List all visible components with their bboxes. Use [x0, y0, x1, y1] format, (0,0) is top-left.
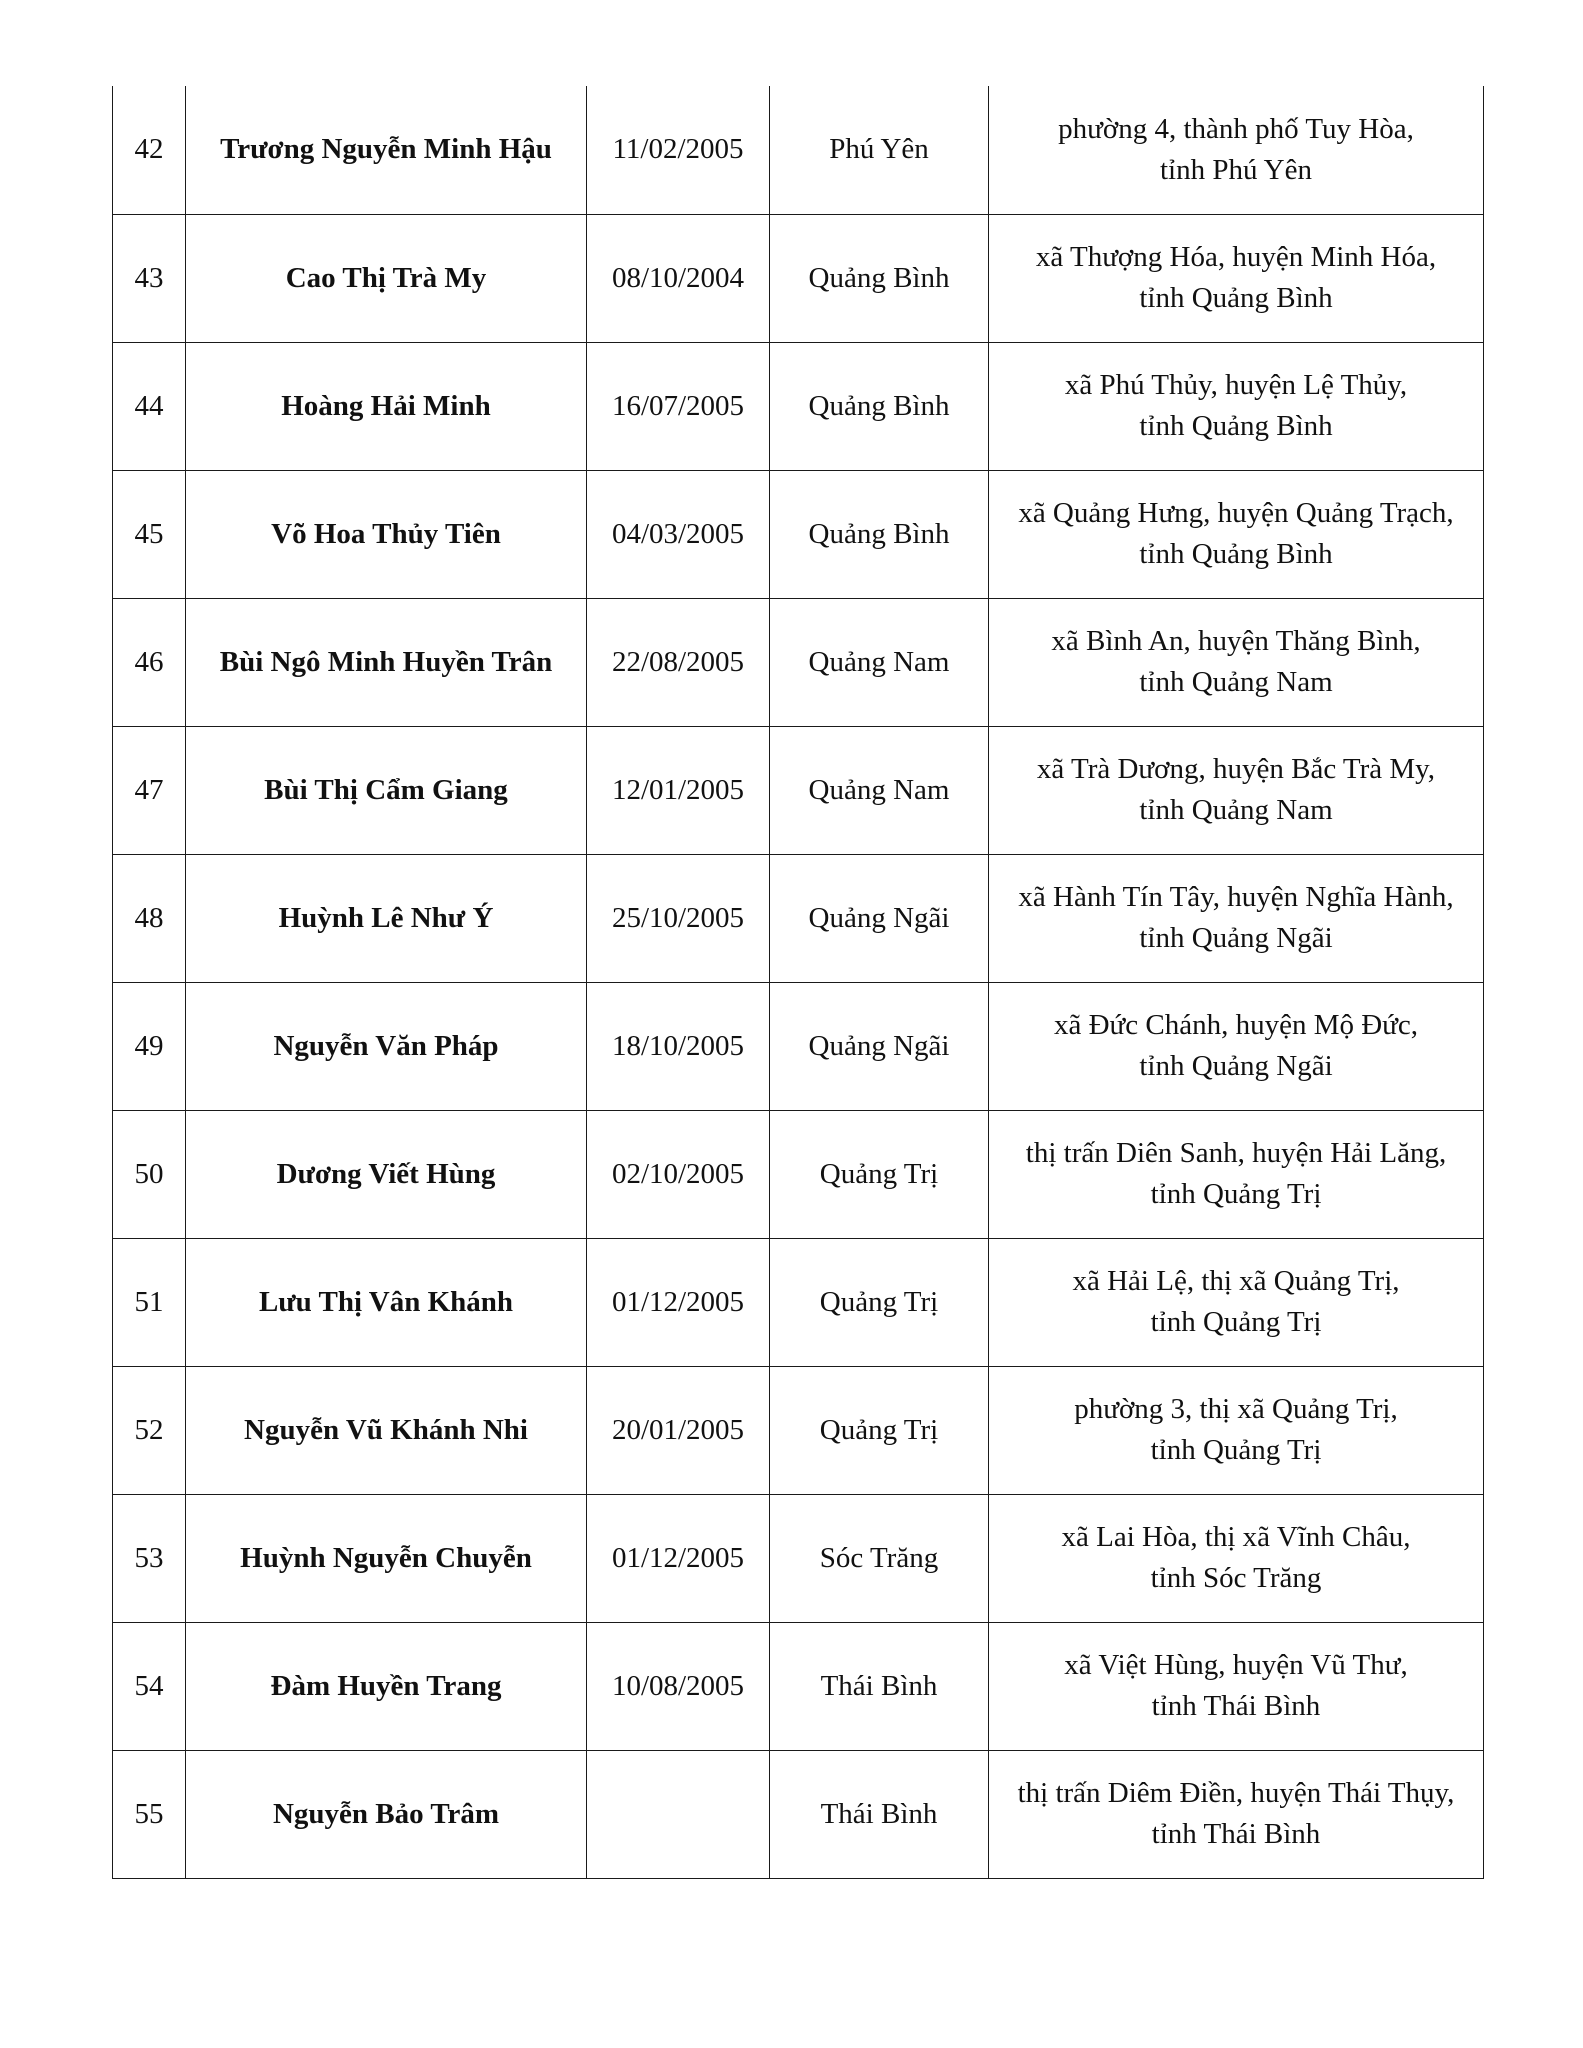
dob-cell: 18/10/2005: [587, 982, 770, 1110]
name-cell: Lưu Thị Vân Khánh: [186, 1238, 587, 1366]
table-row: [113, 1750, 1484, 1878]
stt-cell: 46: [113, 598, 186, 726]
address-line-1: phường 4, thành phố Tuy Hòa,: [1058, 112, 1414, 145]
address-line-1: xã Thượng Hóa, huyện Minh Hóa,: [1035, 241, 1437, 273]
table-row: [113, 470, 1484, 598]
table-row: [113, 86, 1484, 214]
address-line-1: xã Lai Hòa, thị xã Vĩnh Châu,: [1061, 1521, 1411, 1553]
address-line-2: tỉnh Quảng Bình: [1139, 410, 1333, 442]
dob-cell: 10/08/2005: [587, 1622, 770, 1750]
table-row: [113, 1494, 1484, 1622]
address-line-1: xã Hành Tín Tây, huyện Nghĩa Hành,: [1018, 881, 1454, 913]
address-cell: [989, 1622, 1484, 1750]
dob-cell: 08/10/2004: [587, 214, 770, 342]
name-cell: Trương Nguyễn Minh Hậu: [186, 86, 587, 214]
dob-cell: 04/03/2005: [587, 470, 770, 598]
province-cell: Quảng Ngãi: [770, 854, 989, 982]
address-line-1: phường 3, thị xã Quảng Trị,: [1074, 1393, 1398, 1425]
table-row: [113, 1366, 1484, 1494]
stt-cell: 42: [113, 86, 186, 214]
address-line-1: xã Hải Lệ, thị xã Quảng Trị,: [1072, 1265, 1400, 1297]
province-cell: Quảng Trị: [770, 1110, 989, 1238]
address-cell: [989, 598, 1484, 726]
province-cell: Sóc Trăng: [770, 1494, 989, 1622]
name-cell: Võ Hoa Thủy Tiên: [186, 470, 587, 598]
address-cell: [989, 982, 1484, 1110]
stt-cell: 43: [113, 214, 186, 342]
address-cell: [989, 854, 1484, 982]
address-line-2: tỉnh Quảng Trị: [1150, 1434, 1322, 1466]
address-line-2: tỉnh Quảng Ngãi: [1139, 1050, 1333, 1082]
province-cell: Quảng Nam: [770, 726, 989, 854]
dob-cell: 16/07/2005: [587, 342, 770, 470]
dob-cell: 01/12/2005: [587, 1238, 770, 1366]
address-line-2: tỉnh Quảng Trị: [1150, 1178, 1322, 1210]
dob-cell: 12/01/2005: [587, 726, 770, 854]
stt-cell: 45: [113, 470, 186, 598]
province-cell: Quảng Ngãi: [770, 982, 989, 1110]
dob-cell: 11/02/2005: [587, 86, 770, 214]
province-cell: Thái Bình: [770, 1622, 989, 1750]
table-row: [113, 1622, 1484, 1750]
table-row: [113, 854, 1484, 982]
province-cell: Quảng Bình: [770, 470, 989, 598]
dob-cell: 01/12/2005: [587, 1494, 770, 1622]
stt-cell: 55: [113, 1750, 186, 1878]
address-line-2: tỉnh Quảng Nam: [1139, 794, 1333, 826]
dob-cell: 25/10/2005: [587, 854, 770, 982]
address-line-2: tỉnh Quảng Bình: [1139, 538, 1333, 570]
address-line-1: xã Trà Dương, huyện Bắc Trà My,: [1036, 753, 1436, 785]
province-cell: Quảng Bình: [770, 214, 989, 342]
dob-cell: 22/08/2005: [587, 598, 770, 726]
dob-cell: [587, 1750, 770, 1878]
address-cell: [989, 470, 1484, 598]
stt-cell: 53: [113, 1494, 186, 1622]
stt-cell: 49: [113, 982, 186, 1110]
name-cell: Đàm Huyền Trang: [186, 1622, 587, 1750]
address-cell: [989, 1366, 1484, 1494]
address-line-1: thị trấn Diên Sanh, huyện Hải Lăng,: [1025, 1137, 1447, 1169]
table-row: [113, 214, 1484, 342]
province-cell: Quảng Trị: [770, 1366, 989, 1494]
province-cell: Quảng Bình: [770, 342, 989, 470]
address-cell: [989, 1110, 1484, 1238]
address-line-2: tỉnh Quảng Nam: [1139, 666, 1333, 698]
address-cell: [989, 214, 1484, 342]
address-line-1: xã Quảng Hưng, huyện Quảng Trạch,: [1018, 497, 1454, 529]
name-cell: Nguyễn Bảo Trâm: [186, 1750, 587, 1878]
name-cell: Huỳnh Lê Như Ý: [186, 854, 587, 982]
stt-cell: 51: [113, 1238, 186, 1366]
address-cell: [989, 726, 1484, 854]
table-row: [113, 726, 1484, 854]
dob-cell: 20/01/2005: [587, 1366, 770, 1494]
table-row: [113, 342, 1484, 470]
student-list-table: [112, 86, 1484, 1879]
table-row: [113, 1238, 1484, 1366]
province-cell: Quảng Nam: [770, 598, 989, 726]
table-row: [113, 1110, 1484, 1238]
stt-cell: 50: [113, 1110, 186, 1238]
address-line-2: tỉnh Thái Bình: [1151, 1818, 1321, 1850]
address-cell: [989, 1750, 1484, 1878]
table-row: [113, 982, 1484, 1110]
name-cell: Dương Viết Hùng: [186, 1110, 587, 1238]
address-line-1: xã Đức Chánh, huyện Mộ Đức,: [1053, 1009, 1419, 1041]
name-cell: Nguyễn Vũ Khánh Nhi: [186, 1366, 587, 1494]
stt-cell: 47: [113, 726, 186, 854]
address-line-2: tỉnh Quảng Bình: [1139, 282, 1333, 314]
address-line-2: tỉnh Quảng Ngãi: [1139, 922, 1333, 954]
stt-cell: 52: [113, 1366, 186, 1494]
name-cell: Bùi Thị Cẩm Giang: [186, 726, 587, 854]
address-line-2: tỉnh Quảng Trị: [1150, 1306, 1322, 1338]
address-line-2: tỉnh Thái Bình: [1151, 1690, 1321, 1722]
name-cell: Hoàng Hải Minh: [186, 342, 587, 470]
address-cell: [989, 1238, 1484, 1366]
stt-cell: 48: [113, 854, 186, 982]
name-cell: Nguyễn Văn Pháp: [186, 982, 587, 1110]
address-line-1: xã Việt Hùng, huyện Vũ Thư,: [1064, 1649, 1408, 1681]
address-line-2: tỉnh Phú Yên: [1160, 153, 1312, 186]
address-line-1: xã Bình An, huyện Thăng Bình,: [1051, 625, 1421, 657]
stt-cell: 44: [113, 342, 186, 470]
address-cell: [989, 86, 1484, 214]
name-cell: Cao Thị Trà My: [186, 214, 587, 342]
address-line-1: thị trấn Diêm Điền, huyện Thái Thụy,: [1017, 1777, 1455, 1809]
address-cell: [989, 1494, 1484, 1622]
dob-cell: 02/10/2005: [587, 1110, 770, 1238]
name-cell: Huỳnh Nguyễn Chuyễn: [186, 1494, 587, 1622]
table-row: [113, 598, 1484, 726]
address-line-1: xã Phú Thủy, huyện Lệ Thủy,: [1064, 369, 1408, 401]
table-body: [113, 86, 1484, 1878]
stt-cell: 54: [113, 1622, 186, 1750]
address-cell: [989, 342, 1484, 470]
name-cell: Bùi Ngô Minh Huyền Trân: [186, 598, 587, 726]
province-cell: Thái Bình: [770, 1750, 989, 1878]
address-line-2: tỉnh Sóc Trăng: [1150, 1562, 1322, 1594]
province-cell: Phú Yên: [770, 86, 989, 214]
province-cell: Quảng Trị: [770, 1238, 989, 1366]
